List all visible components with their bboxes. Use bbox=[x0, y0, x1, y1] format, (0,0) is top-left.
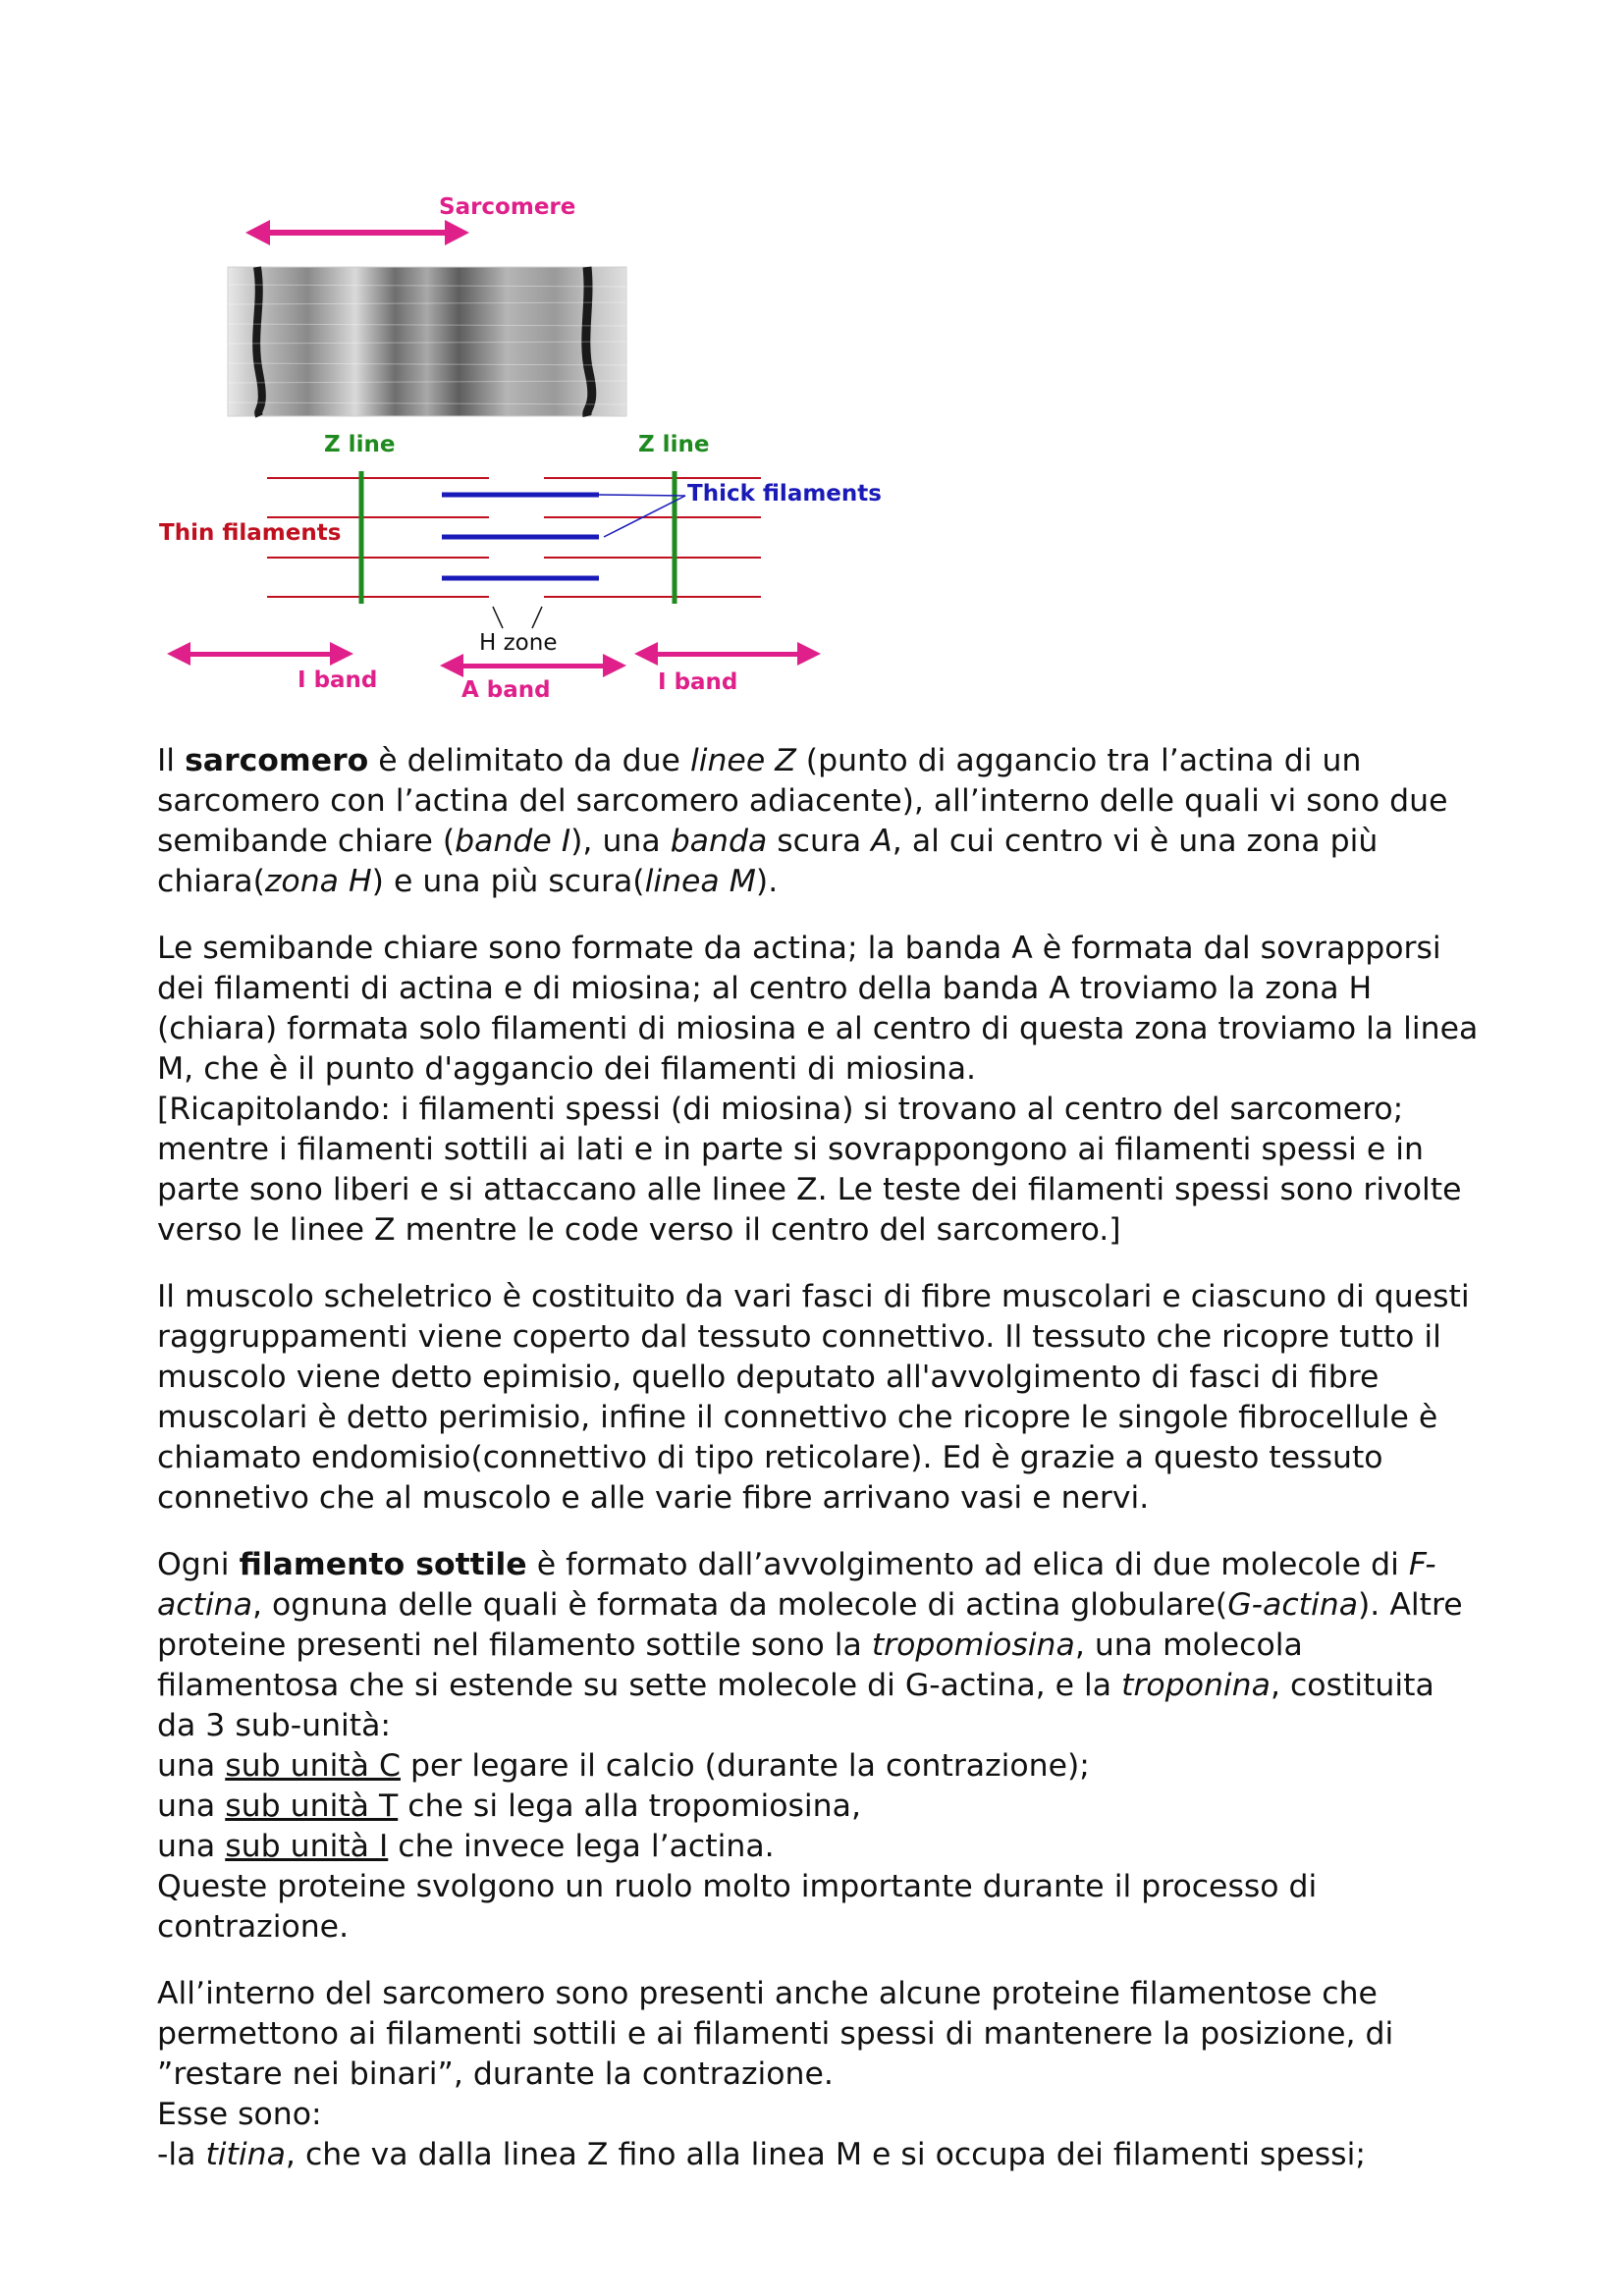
term-sub-unita-i: sub unità I bbox=[225, 1829, 389, 1864]
thick-filaments-label: Thick filaments bbox=[687, 481, 882, 507]
text-run: Ogni bbox=[157, 1547, 240, 1582]
term-tropomiosina: tropomiosina bbox=[871, 1628, 1075, 1663]
term-filamento-sottile: filamento sottile bbox=[239, 1547, 527, 1582]
term-linea-m: linea M bbox=[644, 864, 756, 899]
text-run: -la bbox=[157, 2137, 206, 2172]
term-bande-i: bande I bbox=[455, 824, 571, 859]
text-run: [Ricapitolando: i filamenti spessi (di miosina) si trovano al centro del sarcomero; mentre i filamenti sottili ai lati e in parte si sovrappongono ai filamenti spessi e in parte sono liberi e si attaccano alle linee Z. Le teste dei filamenti spessi sono rivolte verso le linee Z mentre le code verso il centro del sarcomero.] bbox=[157, 1092, 1462, 1248]
term-zona-h: zona H bbox=[264, 864, 372, 899]
text-run: , che va dalla linea Z fino alla linea M e si occupa dei filamenti spessi; bbox=[285, 2137, 1366, 2172]
thick-filaments bbox=[442, 495, 599, 578]
text-run: (punto di aggancio tra l’actina di un sarcomero con l’actina del sarcomero adiacente), all’interno delle quali vi sono due semibande chiare ( bbox=[157, 743, 1448, 859]
text-run: , costituita da 3 sub-unità: bbox=[157, 1668, 1434, 1743]
i-band-left-label: I band bbox=[298, 667, 378, 693]
term-banda: banda bbox=[670, 824, 768, 859]
sarcomere-diagram bbox=[147, 177, 913, 726]
text-run: una bbox=[157, 1789, 226, 1824]
text-run: Le semibande chiare sono formate da actina; la banda A è formata dal sovrapporsi dei filamenti di actina e di miosina; al centro della banda A troviamo la zona H (chiara) formata solo filamenti di miosina e al centro di questa zona troviamo la linea M, che è il punto d'aggancio dei filamenti di miosina. bbox=[157, 931, 1479, 1087]
text-run: All’interno del sarcomero sono presenti anche alcune proteine filamentose che permettono ai filamenti sottili e ai filamenti spessi di mantenere la posizione, di ”restare nei binari”, durante la contrazione. bbox=[157, 1976, 1394, 2092]
paragraph-sarcomere bbox=[157, 741, 1483, 902]
text-run: Queste proteine svolgono un ruolo molto importante durante il processo di contrazione. bbox=[157, 1869, 1318, 1945]
i-band-right-label: I band bbox=[658, 669, 738, 695]
h-zone-pointer bbox=[493, 607, 542, 628]
text-run: che si lega alla tropomiosina, bbox=[398, 1789, 861, 1824]
text-run: è formato dall’avvolgimento ad elica di due molecole di bbox=[526, 1547, 1409, 1582]
term-troponina: troponina bbox=[1121, 1668, 1271, 1703]
text-run: una bbox=[157, 1829, 226, 1864]
text-run: per legare il calcio (durante la contrazione); bbox=[400, 1748, 1090, 1784]
term-f-actina: F-actina bbox=[157, 1547, 1436, 1623]
text-run: ). bbox=[755, 864, 779, 899]
text-run: Il bbox=[157, 743, 186, 778]
text-run: , ognuna delle quali è formata da molecole di actina globulare( bbox=[252, 1587, 1228, 1623]
text-run: , una molecola filamentosa che si estende su sette molecole di G-actina, e la bbox=[157, 1628, 1303, 1703]
thin-filaments-label: Thin filaments bbox=[159, 520, 342, 546]
text-run: è delimitato da due bbox=[368, 743, 690, 778]
document-body bbox=[157, 741, 1483, 2175]
text-run: Esse sono: bbox=[157, 2097, 322, 2132]
text-run: che invece lega l’actina. bbox=[388, 1829, 775, 1864]
i-band-left-arrow bbox=[167, 642, 353, 666]
term-a: A bbox=[871, 824, 893, 859]
paragraph-semibande bbox=[157, 929, 1483, 1251]
term-linee-z: linee Z bbox=[689, 743, 796, 778]
text-run: ). Altre proteine presenti nel filamento sottile sono la bbox=[157, 1587, 1463, 1663]
term-titina: titina bbox=[205, 2137, 286, 2172]
term-sarcomero: sarcomero bbox=[185, 743, 369, 778]
term-sub-unita-t: sub unità T bbox=[225, 1789, 399, 1824]
h-zone-label: H zone bbox=[479, 630, 558, 656]
text-run: , al cui centro vi è una zona più chiara( bbox=[157, 824, 1379, 899]
a-band-label: A band bbox=[461, 677, 551, 703]
i-band-right-arrow bbox=[634, 642, 821, 666]
sarcomere-arrow bbox=[245, 220, 469, 245]
text-run: ) e una più scura( bbox=[371, 864, 645, 899]
z-line-right-label: Z line bbox=[638, 432, 710, 457]
text-run: Il muscolo scheletrico è costituito da vari fasci di fibre muscolari e ciascuno di questi raggruppamenti viene coperto dal tessuto connettivo. Il tessuto che ricopre tutto il muscolo viene detto epimisio, quello deputato all'avvolgimento di fasci di fibre muscolari è detto perimisio, infine il connettivo che ricopre le singole fibrocellule è chiamato endomisio(connettivo di tipo reticolare). Ed è grazie a questo tessuto connetivo che al muscolo e alle varie fibre arrivano vasi e nervi. bbox=[157, 1279, 1470, 1516]
paragraph-filamento-sottile bbox=[157, 1545, 1483, 1948]
sarcomere-label: Sarcomere bbox=[439, 194, 576, 220]
text-run: una bbox=[157, 1748, 226, 1784]
a-band-arrow bbox=[440, 654, 626, 677]
micrograph bbox=[228, 267, 626, 416]
text-run: ), una bbox=[570, 824, 671, 859]
z-line-left-label: Z line bbox=[324, 432, 396, 457]
text-run: scura bbox=[767, 824, 872, 859]
term-g-actina: G-actina bbox=[1227, 1587, 1359, 1623]
paragraph-proteine-filamentose bbox=[157, 1974, 1483, 2175]
paragraph-muscolo bbox=[157, 1277, 1483, 1519]
term-sub-unita-c: sub unità C bbox=[225, 1748, 401, 1784]
